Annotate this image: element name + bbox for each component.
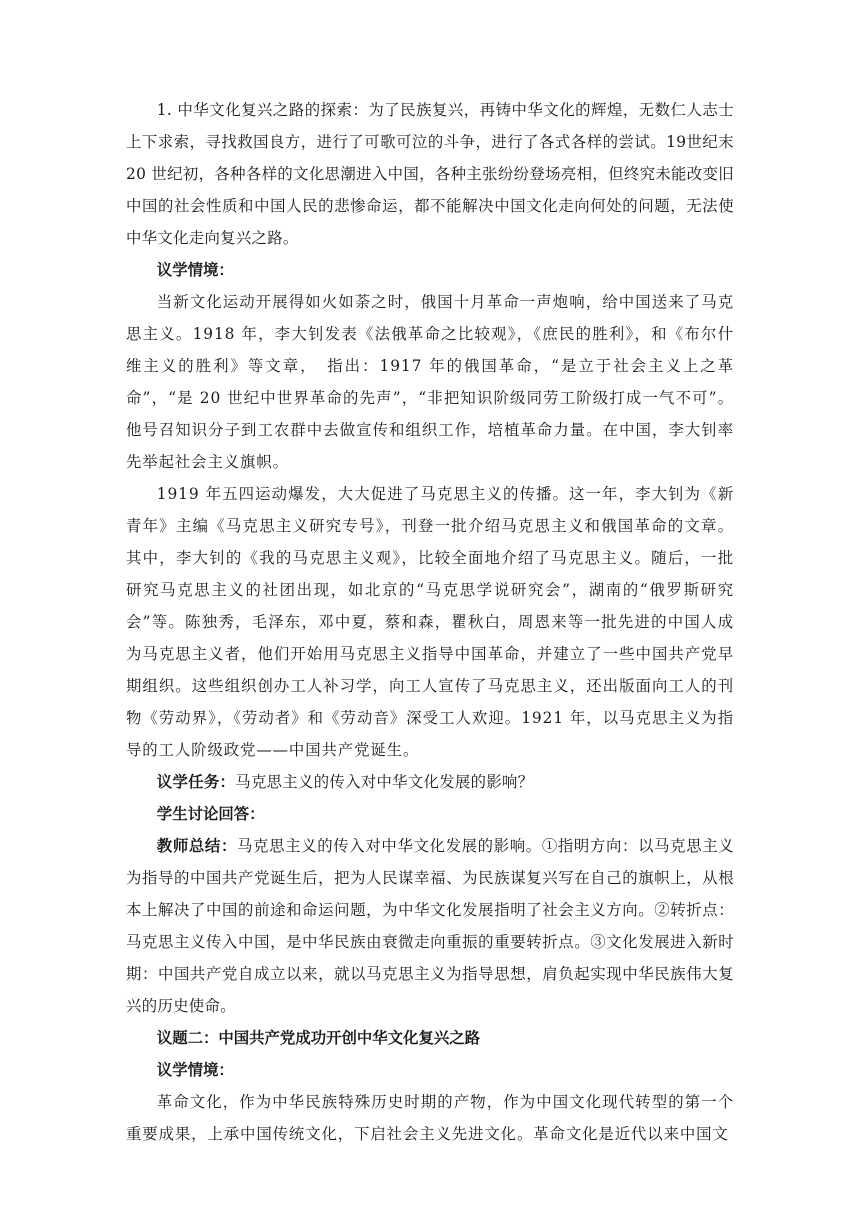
summary-text: 马克思主义的传入对中华文化发展的影响。①指明方向：以马克思主义为指导的中国共产党诞生后，把为人民谋幸福、为民族谋复兴写在自己的旗帜上，从根本上解决了中国的前途和命运问题，为中华文化发展指明了社会主义方向。②转折点：马克思主义传入中国，是中华民族由衰微走向重振的重要转折点。③文化发展进入新时期：中国共产党自成立以来，就以马克思主义为指导思想，肩负起实现中华民族伟大复兴的历史使命。 [126,837,734,1015]
paragraph-li-dazhao-1918: 当新文化运动开展得如火如荼之时，俄国十月革命一声炮响，给中国送来了马克思主义。1918 年，李大钊发表《法俄革命之比较观》，《庶民的胜利》，和《布尔什维主义的胜利》等文章， 指出：1917 年的俄国革命，“是立于社会主义上之革命”，“是 20 世纪中世界革命的先声”，“非把知识阶级同劳工阶级打成一气不可”。他号召知识分子到工农群中去做宣传和组织工作，培植革命力量。在中国，李大钊率先举起社会主义旗帜。 [126,293,734,471]
topic-two-heading: 议题二：中国共产党成功开创中华文化复兴之路 [156,1029,481,1047]
task-line [126,766,734,798]
task-text: 马克思主义的传入对中华文化发展的影响？ [235,773,534,791]
summary-label: 教师总结： [156,837,238,855]
paragraph-revolutionary-culture: 革命文化，作为中华民族特殊历史时期的产物，作为中国文化现代转型的第一个重要成果，上承中国传统文化，下启社会主义先进文化。革命文化是近代以来中国文 [126,1093,734,1143]
teacher-summary [126,830,734,1022]
situation-label-2: 议学情境： [156,1061,234,1079]
task-label: 议学任务： [156,773,236,791]
paragraph-may-fourth: 1919 年五四运动爆发，大大促进了马克思主义的传播。这一年，李大钊为《新青年》主编《马克思主义研究专号》，刊登一批介绍马克思主义和俄国革命的文章。其中，李大钊的《我的马克思主义观》，比较全面地介绍了马克思主义。随后，一批研究马克思主义的社团出现，如北京的“马克思学说研究会”，湖南的“俄罗斯研究会”等。陈独秀，毛泽东，邓中夏，蔡和森，瞿秋白，周恩来等一批先进的中国人成为马克思主义者，他们开始用马克思主义指导中国革命，并建立了一些中国共产党早期组织。这些组织创办工人补习学，向工人宣传了马克思主义，还出版面向工人的刊物《劳动界》，《劳动者》和《劳动音》深受工人欢迎。1921 年，以马克思主义为指导的工人阶级政党——中国共产党诞生。 [126,485,734,759]
paragraph-exploration: 1. 中华文化复兴之路的探索：为了民族复兴，再铸中华文化的辉煌，无数仁人志士上下求索，寻找救国良方，进行了可歌可泣的斗争，进行了各式各样的尝试。19世纪末 20 世纪初，各种各样的文化思潮进入中国，各种主张纷纷登场亮相，但终究未能改变旧中国的社会性质和中国人民的悲惨命运，都不能解决中国文化走向何处的问题，无法使中华文化走向复兴之路。 [126,101,734,247]
situation-label: 议学情境： [156,261,234,279]
discussion-label: 学生讨论回答： [156,805,265,823]
